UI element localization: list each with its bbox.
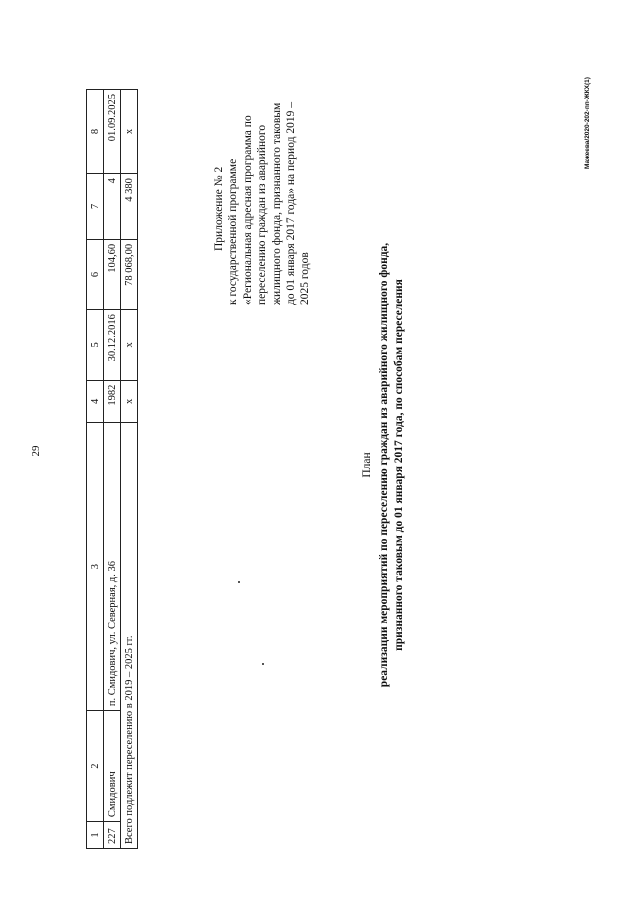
appendix-line: до 01 января 2017 года» на период 2019 –	[284, 102, 297, 305]
address-cell: п. Смидович, ул. Северная, д. 36	[104, 423, 121, 711]
scan-speck	[262, 663, 264, 665]
appendix-line: к государственной программе	[227, 158, 240, 305]
appendix-line: жилищного фонда, признанного таковым	[270, 102, 283, 305]
page-number: 29	[30, 445, 42, 457]
resettlement-table	[86, 89, 138, 849]
appendix-line: переселению граждан из аварийного	[256, 124, 269, 305]
column-number: 2	[87, 711, 104, 822]
appendix-line: «Региональная адресная программа по	[241, 115, 254, 305]
table-row	[104, 90, 121, 849]
appendix-line: 2025 годов	[299, 252, 312, 305]
total-label: Всего подлежит переселению в 2019 – 2025 гг.	[121, 423, 138, 849]
total-year: х	[121, 380, 138, 423]
appendix-title: Приложение № 2	[213, 166, 225, 251]
total-date: х	[121, 310, 138, 380]
column-number: 8	[87, 90, 104, 174]
plan-subtitle-line-1: реализации мероприятий по переселению граждан из аварийного жилищного фонда,	[377, 242, 390, 688]
plan-heading	[360, 165, 407, 765]
total-area: 78 068,00	[121, 239, 138, 309]
table-header-row	[87, 90, 104, 849]
area-cell: 104,60	[104, 239, 121, 309]
plan-subtitle-line-2: признанного таковым до 01 января 2017 года, по способам переселения	[392, 279, 405, 651]
column-number: 4	[87, 380, 104, 423]
table-total-row	[121, 90, 138, 849]
residents-cell: 4	[104, 174, 121, 240]
column-number: 1	[87, 822, 104, 849]
column-number: 3	[87, 423, 104, 711]
year-cell: 1982	[104, 380, 121, 423]
plan-title: План	[361, 452, 373, 478]
date-cell: 30.12.2016	[104, 310, 121, 380]
row-index: 227	[104, 822, 121, 849]
municipality-cell: Смидович	[104, 711, 121, 822]
column-number: 5	[87, 310, 104, 380]
footer-document-code: Мажеева/2020-202-пп-ЖКХ(1)	[584, 77, 591, 169]
total-deadline: х	[121, 90, 138, 174]
scan-speck	[238, 581, 240, 583]
deadline-cell: 01.09.2025	[104, 90, 121, 174]
column-number: 6	[87, 239, 104, 309]
total-residents: 4 380	[121, 174, 138, 240]
column-number: 7	[87, 174, 104, 240]
appendix-header	[212, 35, 313, 305]
